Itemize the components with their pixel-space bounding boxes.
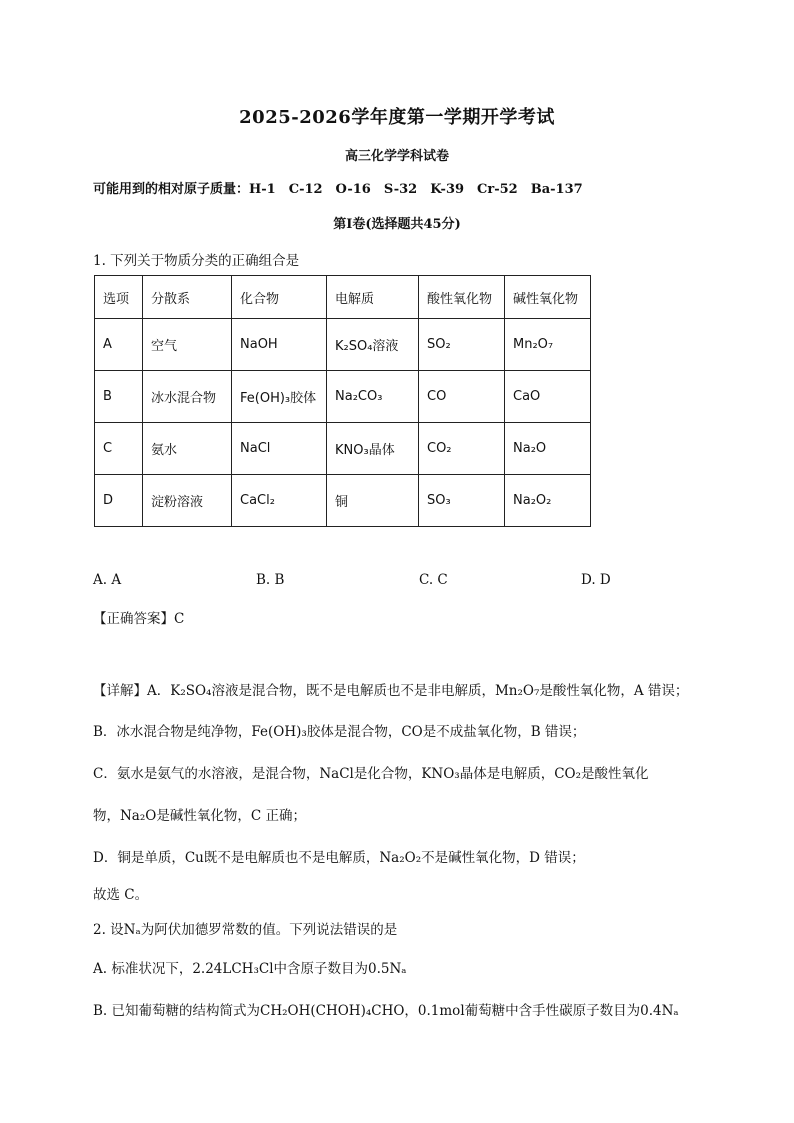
q1-explanation-line: 【详解】A．K₂SO₄溶液是混合物，既不是电解质也不是非电解质，Mn₂O₇是酸性氧化物，A 错误； xyxy=(93,683,689,699)
classification-table xyxy=(94,275,591,527)
table-row xyxy=(95,475,591,527)
table-cell: A xyxy=(95,319,143,371)
q1-option-d: D. D xyxy=(581,572,611,588)
table-cell: CO₂ xyxy=(419,423,505,475)
table-cell: CO xyxy=(419,371,505,423)
table-cell: KNO₃晶体 xyxy=(327,423,419,475)
table-header-cell: 电解质 xyxy=(327,276,419,319)
q1-explanation-line: C．氨水是氨气的水溶液，是混合物，NaCl是化合物，KNO₃晶体是电解质，CO₂是酸性氧化 xyxy=(93,766,649,782)
q1-explanation-line: 物，Na₂O是碱性氧化物，C 正确； xyxy=(93,808,306,824)
table-cell: CaO xyxy=(505,371,591,423)
table-cell: Na₂O xyxy=(505,423,591,475)
question-1-stem: 1. 下列关于物质分类的正确组合是 xyxy=(93,253,300,269)
q1-answer: 【正确答案】C xyxy=(93,611,185,627)
table-header-cell: 选项 xyxy=(95,276,143,319)
table-cell: Fe(OH)₃胶体 xyxy=(232,371,327,423)
exam-title: 2025-2026学年度第一学期开学考试 xyxy=(239,107,555,128)
q1-explanation-line: 故选 C。 xyxy=(93,887,149,903)
table-cell: 氨水 xyxy=(143,423,232,475)
q1-explanation-line: B．冰水混合物是纯净物，Fe(OH)₃胶体是混合物，CO是不成盐氧化物，B 错误； xyxy=(93,724,586,740)
atomic-masses: 可能用到的相对原子质量：H-1 C-12 O-16 S-32 K-39 Cr-52 Ba-137 xyxy=(93,182,583,197)
section-heading: 第Ⅰ卷(选择题共45分) xyxy=(333,217,461,232)
question-2-stem: 2. 设Nₐ为阿伏加德罗常数的值。下列说法错误的是 xyxy=(93,922,398,938)
table-cell: SO₃ xyxy=(419,475,505,527)
table-cell: D xyxy=(95,475,143,527)
table-header-cell: 酸性氧化物 xyxy=(419,276,505,319)
q1-option-b: B. B xyxy=(256,572,285,588)
table-header-cell: 碱性氧化物 xyxy=(505,276,591,319)
q2-option-a: A. 标准状况下，2.24LCH₃Cl中含原子数目为0.5Nₐ xyxy=(93,961,407,977)
table-header-cell: 分散系 xyxy=(143,276,232,319)
q2-option-b: B. 已知葡萄糖的结构简式为CH₂OH(CHOH)₄CHO，0.1mol葡萄糖中含手性碳原子数目为0.4Nₐ xyxy=(93,1003,679,1019)
table-cell: Mn₂O₇ xyxy=(505,319,591,371)
table-cell: K₂SO₄溶液 xyxy=(327,319,419,371)
q1-option-a: A. A xyxy=(93,572,122,588)
table-cell: 冰水混合物 xyxy=(143,371,232,423)
table-cell: 铜 xyxy=(327,475,419,527)
table-cell: 空气 xyxy=(143,319,232,371)
q1-option-c: C. C xyxy=(419,572,448,588)
table-header-cell: 化合物 xyxy=(232,276,327,319)
table-header-row xyxy=(95,276,591,319)
table-cell: 淀粉溶液 xyxy=(143,475,232,527)
table-cell: C xyxy=(95,423,143,475)
exam-subtitle: 高三化学学科试卷 xyxy=(344,149,449,164)
table-row xyxy=(95,371,591,423)
table-cell: NaOH xyxy=(232,319,327,371)
table-cell: NaCl xyxy=(232,423,327,475)
table-cell: Na₂CO₃ xyxy=(327,371,419,423)
table-cell: SO₂ xyxy=(419,319,505,371)
table-cell: B xyxy=(95,371,143,423)
table-cell: CaCl₂ xyxy=(232,475,327,527)
table-cell: Na₂O₂ xyxy=(505,475,591,527)
table-row xyxy=(95,319,591,371)
table-row xyxy=(95,423,591,475)
q1-explanation-line: D．铜是单质，Cu既不是电解质也不是电解质，Na₂O₂不是碱性氧化物，D 错误； xyxy=(93,850,585,866)
